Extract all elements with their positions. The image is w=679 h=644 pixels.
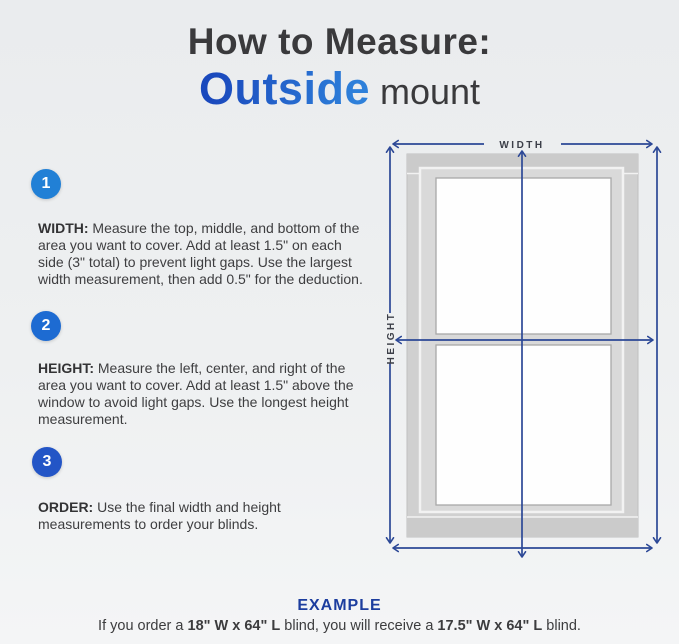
step-2-number-badge: 2: [31, 311, 61, 341]
width-label: WIDTH: [499, 140, 545, 151]
step-1-text: Measure the top, middle, and bottom of the area you want to cover. Add at least 1.5" on each side (3" total) to prevent light gaps. Use the largest width measurement, then add 0.5" for the deduction.: [38, 220, 363, 287]
window-measurement-diagram: [380, 130, 672, 570]
window-upper-pane: [436, 178, 611, 334]
example-suffix: blind.: [542, 618, 581, 634]
step-1-label: WIDTH:: [38, 220, 89, 236]
step-3-label: ORDER:: [38, 499, 94, 515]
mount-type-highlight: Outside: [198, 62, 370, 114]
step-3-instructions: [38, 499, 338, 533]
step-2-instructions: [38, 360, 374, 428]
example-middle: blind, you will receive a: [280, 618, 438, 634]
page-subtitle: [0, 62, 679, 114]
step-2-label: HEIGHT:: [38, 360, 94, 376]
example-received-size: 17.5" W x 64" L: [437, 618, 543, 634]
example-heading: EXAMPLE: [297, 597, 382, 614]
example-ordered-size: 18" W x 64" L: [187, 618, 281, 634]
step-3-text: Use the final width and height measurements to order your blinds.: [38, 499, 281, 532]
example-block: [0, 597, 679, 634]
step-2-text: Measure the left, center, and right of the area you want to cover. Add at least 1.5" above the window to avoid light gaps. Use the longest height measurement.: [38, 360, 354, 427]
step-3-number-badge: 3: [32, 447, 62, 477]
example-sentence: [0, 618, 679, 634]
height-label: HEIGHT: [386, 311, 397, 365]
example-prefix: If you order a: [98, 618, 188, 634]
step-1-number-badge: 1: [31, 169, 61, 199]
page-title: How to Measure:: [187, 21, 492, 62]
step-1-instructions: [38, 220, 368, 288]
mount-type-suffix: mount: [379, 70, 481, 112]
title-block: [0, 22, 679, 112]
window-lower-pane: [436, 345, 611, 505]
